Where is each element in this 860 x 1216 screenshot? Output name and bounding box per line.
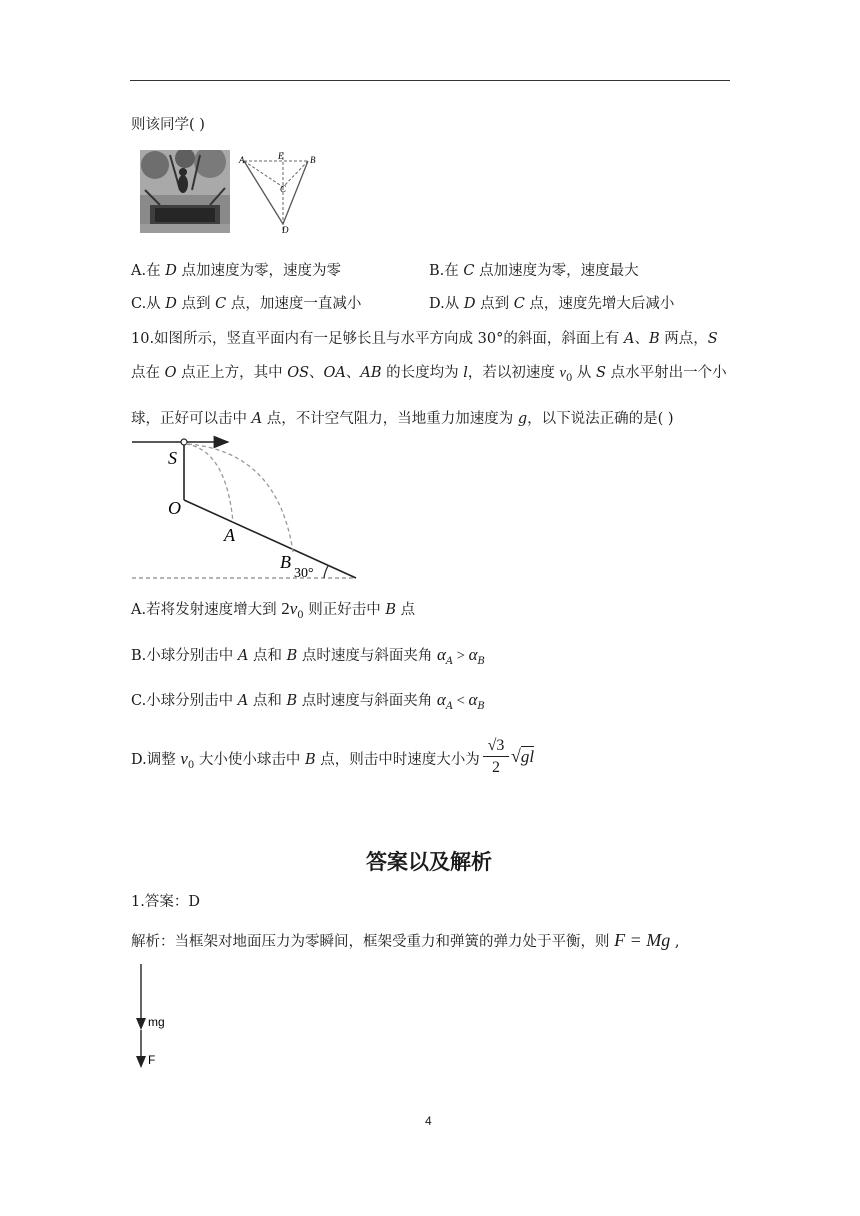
diagram-label-angle: 30°	[294, 566, 314, 581]
diagram-label-s: S	[168, 448, 177, 468]
q10-line-3: 球，正好可以击中 A 点，不计空气阻力，当地重力加速度为 g，以下说法正确的是( )	[131, 411, 674, 427]
force-label-f: F	[148, 1053, 156, 1067]
diagram-label-b: B	[280, 552, 291, 572]
q10-line-1: 10.如图所示，竖直平面内有一足够长且与水平方向成 30°的斜面，斜面上有 A、B 两点，S	[131, 331, 718, 347]
q9-stem-tail: 则该同学( )	[131, 117, 205, 133]
sqrt-gl: √gl	[511, 746, 535, 766]
q10-line-2: 点在 O 点正上方，其中 OS、OA、AB 的长度均为 l，若以初速度 $v_0$ 从 S 点水平射出一个小	[131, 365, 727, 384]
answers-heading: 答案以及解析	[366, 850, 492, 874]
incline-projectile-diagram	[128, 432, 368, 584]
page-number: 4	[425, 1114, 432, 1128]
diagram-label-e: E	[278, 151, 284, 161]
fraction: √3 2	[483, 736, 509, 779]
trampoline-photo	[140, 150, 230, 233]
q9-option-b: B.在 C 点加速度为零，速度最大	[429, 263, 639, 279]
diagram-label-d: D	[282, 225, 289, 235]
diagram-label-c: C	[280, 184, 287, 194]
q9-option-a: A.在 D 点加速度为零，速度为零	[131, 263, 341, 279]
trampoline-diagram	[236, 150, 322, 236]
q9-option-c: C.从 D 点到 C 点，加速度一直减小	[131, 296, 362, 312]
diagram-label-o: O	[168, 498, 181, 518]
q10-option-c: C.小球分别击中 A 点和 B 点时速度与斜面夹角 $\alpha_A < \alpha_B$	[131, 690, 485, 712]
answer-1: 1.答案：D	[131, 894, 200, 910]
q10-option-b: B.小球分别击中 A 点和 B 点时速度与斜面夹角 $\alpha_A > \alpha_B$	[131, 645, 485, 667]
q9-option-d: D.从 D 点到 C 点，速度先增大后减小	[429, 296, 675, 312]
diagram-label-a: A	[224, 525, 235, 545]
diagram-label-b: B	[310, 155, 316, 165]
diagram-label-a: A	[239, 155, 245, 165]
answer-1-explanation: 解析：当框架对地面压力为零瞬间，框架受重力和弹簧的弹力处于平衡，则 F = Mg ,	[131, 930, 680, 950]
force-diagram	[128, 960, 188, 1072]
header-rule	[130, 80, 730, 81]
q10-option-a: A.若将发射速度增大到 $2v_0$ 则正好击中 B 点	[131, 599, 416, 621]
force-label-mg: mg	[148, 1015, 165, 1029]
